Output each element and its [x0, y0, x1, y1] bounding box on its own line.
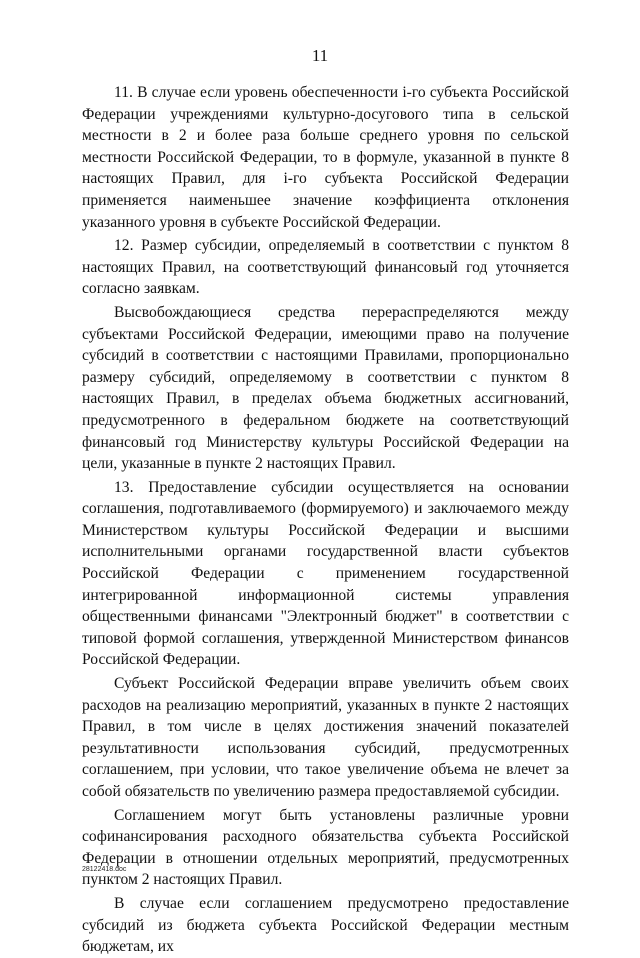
paragraph-redistribution: Высвобождающиеся средства перераспределяются между субъектами Российской Федерации, имеющими право на получение субсидий в соответствии с настоящими Правилами, пропорционально размеру субсидий, определяемому в соответствии с пунктом 8 настоящих Правил, в пределах объема бюджетных ассигнований, предусмотренного в федеральном бюджете на соответствующий финансовый год Министерству культуры Российской Федерации на цели, указанные в пункте 2 настоящих Правил. — [82, 303, 569, 473]
paragraph-12: 12. Размер субсидии, определяемый в соответствии с пунктом 8 настоящих Правил, на соответствующий финансовый год уточняется согласно заявкам. — [82, 237, 569, 298]
paragraph-11: 11. В случае если уровень обеспеченности i-го субъекта Российской Федерации учреждениями культурно-досугового типа в сельской местности в 2 и более раза больше среднего уровня по сельской местности Российской Федерации, то в формуле, указанной в пункте 8 настоящих Правил, для i-го субъекта Российской Федерации применяется наименьшее значение коэффициента отклонения указанного уровня в субъекте Российской Федерации. — [82, 84, 569, 231]
paragraph-subject-expenses: Субъект Российской Федерации вправе увеличить объем своих расходов на реализацию мероприятий, указанных в пункте 2 настоящих Правил, в том числе в целях достижения значений показателей результативности использования субсидий, предусмотренных соглашением, при условии, что такое увеличение объема не влечет за собой обязательств по увеличению размера предоставляемой субсидии. — [82, 675, 569, 800]
footer-filename: 28122418.doc — [82, 866, 127, 873]
paragraph-local-budgets: В случае если соглашением предусмотрено предоставление субсидий из бюджета субъекта Российской Федерации местным бюджетам, их — [82, 894, 569, 956]
paragraph-cofinancing: Соглашением могут быть установлены различные уровни софинансирования расходного обязательства субъекта Российской Федерации в отношении отдельных мероприятий, предусмотренных пунктом 2 настоящих Правил. — [82, 806, 569, 889]
page-number: 11 — [311, 46, 329, 65]
paragraph-13: 13. Предоставление субсидии осуществляется на основании соглашения, подготавливаемого (формируемого) и заключаемого между Министерством культуры Российской Федерации и высшими исполнительными органами государственной власти субъектов Российской Федерации с применением государственной интегрированной информационной системы управления общественными финансами "Электронный бюджет" в соответствии с типовой формой соглашения, утвержденной Министерством финансов Российской Федерации. — [82, 478, 569, 669]
document-body — [82, 82, 569, 958]
